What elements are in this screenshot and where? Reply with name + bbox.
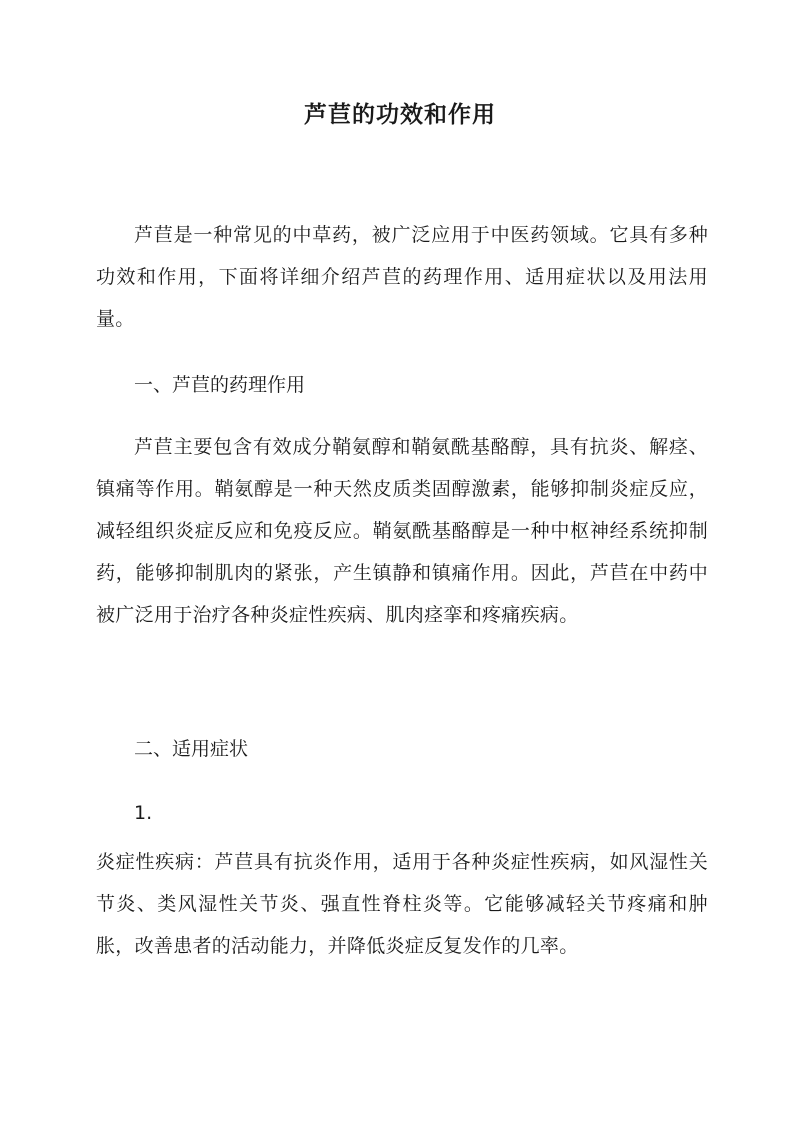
list-item-1-number: 1. [134,802,153,824]
intro-paragraph: 芦苣是一种常见的中草药，被广泛应用于中医药领域。它具有多种功效和作用，下面将详细介绍芦苣的药理作用、适用症状以及用法用量。 [96,224,708,330]
section-1-heading: 一、芦苣的药理作用 [134,374,306,396]
section-2-heading: 二、适用症状 [134,738,249,760]
list-item-1-paragraph: 炎症性疾病：芦苣具有抗炎作用，适用于各种炎症性疾病，如风湿性关节炎、类风湿性关节炎、强直性脊柱炎等。它能够减轻关节疼痛和肿胀，改善患者的活动能力，并降低炎症反复发作的几率。 [96,851,708,957]
document-title: 芦苣的功效和作用 [304,101,496,128]
section-1-paragraph: 芦苣主要包含有效成分鞘氨醇和鞘氨酰基酪醇，具有抗炎、解痉、镇痛等作用。鞘氨醇是一种天然皮质类固醇激素，能够抑制炎症反应，减轻组织炎症反应和免疫反应。鞘氨酰基酪醇是一种中枢神经系统抑制药，能够抑制肌肉的紧张，产生镇静和镇痛作用。因此，芦苣在中药中被广泛用于治疗各种炎症性疾病、肌肉痉挛和疼痛疾病。 [96,436,708,626]
